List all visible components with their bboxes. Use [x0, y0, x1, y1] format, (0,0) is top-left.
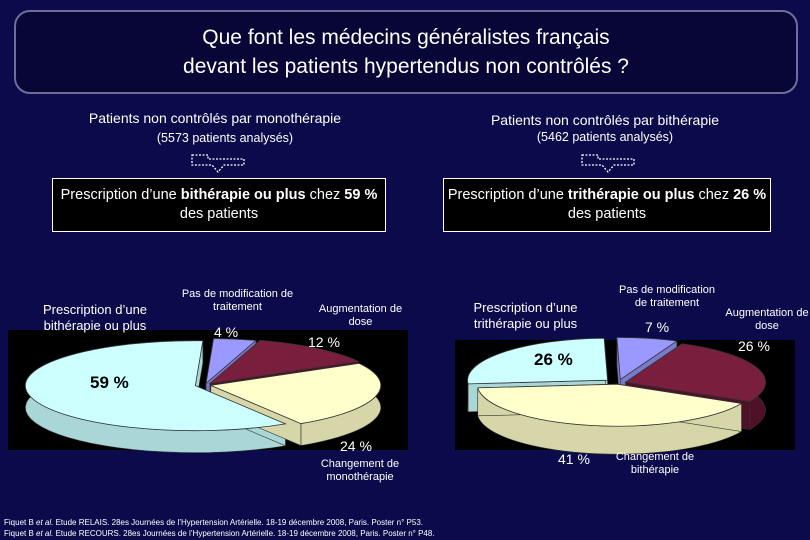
title-line-1: Que font les médecins généralistes français: [202, 26, 610, 49]
left-pie: [25, 338, 380, 452]
citation-2-etal: et al.: [36, 529, 54, 538]
left-presc-bold2: 59 %: [344, 187, 378, 203]
citation-2-author: Fiquet B: [4, 529, 37, 538]
right-pct-change: 41 %: [558, 451, 590, 467]
right-pct-augment: 26 %: [738, 338, 770, 354]
right-label-main: Prescription d’une trithérapie ou plus: [473, 300, 578, 331]
citation-1-etal: et al.: [36, 518, 54, 527]
left-header: Patients non contrôlés par monothérapie: [88, 110, 342, 126]
left-pct-change: 24 %: [340, 438, 372, 454]
left-label-change: Changement de monothérapie: [320, 458, 400, 483]
citation-2: [4, 528, 624, 539]
left-pct-nochange: 4 %: [214, 324, 239, 340]
right-pct-nochange: 7 %: [645, 319, 670, 335]
right-label-change: Changement de bithérapie: [615, 451, 695, 476]
right-presc-bold1: trithérapie ou plus: [567, 187, 695, 203]
right-presc-bold2: 26 %: [733, 187, 767, 203]
left-sub: (5573 patients analysés): [156, 131, 294, 145]
right-label-augment: Augmentation de dose: [725, 307, 809, 332]
right-presc-suffix: des patients: [567, 206, 647, 222]
title-line-2: devant les patients hypertendus non contrôlés ?: [183, 55, 629, 78]
left-label-main: Prescription d’une bithérapie ou plus: [42, 302, 148, 333]
right-label-nochange: Pas de modification de traitement: [619, 284, 715, 309]
left-presc-bold1: bithérapie ou plus: [180, 187, 306, 203]
left-presc-suffix: des patients: [179, 206, 259, 222]
right-sub: (5462 patients analysés): [536, 130, 674, 144]
citation-1-author: Fiquet B: [4, 518, 37, 527]
left-presc-prefix: Prescription d’une: [60, 187, 181, 203]
left-pct-augment: 12 %: [308, 334, 340, 350]
left-label-augment: Augmentation de dose: [318, 303, 403, 328]
left-presc-middle: chez: [305, 187, 345, 203]
right-presc-middle: chez: [694, 187, 734, 203]
right-presc-prefix: Prescription d’une: [447, 187, 568, 203]
right-pct-main: 26 %: [534, 350, 573, 369]
citation-1: [4, 517, 624, 528]
left-label-nochange: Pas de modification de traitement: [181, 288, 294, 313]
citation-1-rest: Etude RELAIS. 28es Journées de l’Hypertension Artérielle. 18-19 décembre 2008, Paris. Poster n° P53.: [53, 518, 423, 527]
left-pct-main: 59 %: [90, 373, 129, 392]
citation-2-rest: Etude RECOURS. 28es Journées de l’Hypertension Artérielle. 18-19 décembre 2008, Paris. Poster n° P48.: [53, 529, 435, 538]
right-header: Patients non contrôlés par bithérapie: [490, 112, 720, 128]
